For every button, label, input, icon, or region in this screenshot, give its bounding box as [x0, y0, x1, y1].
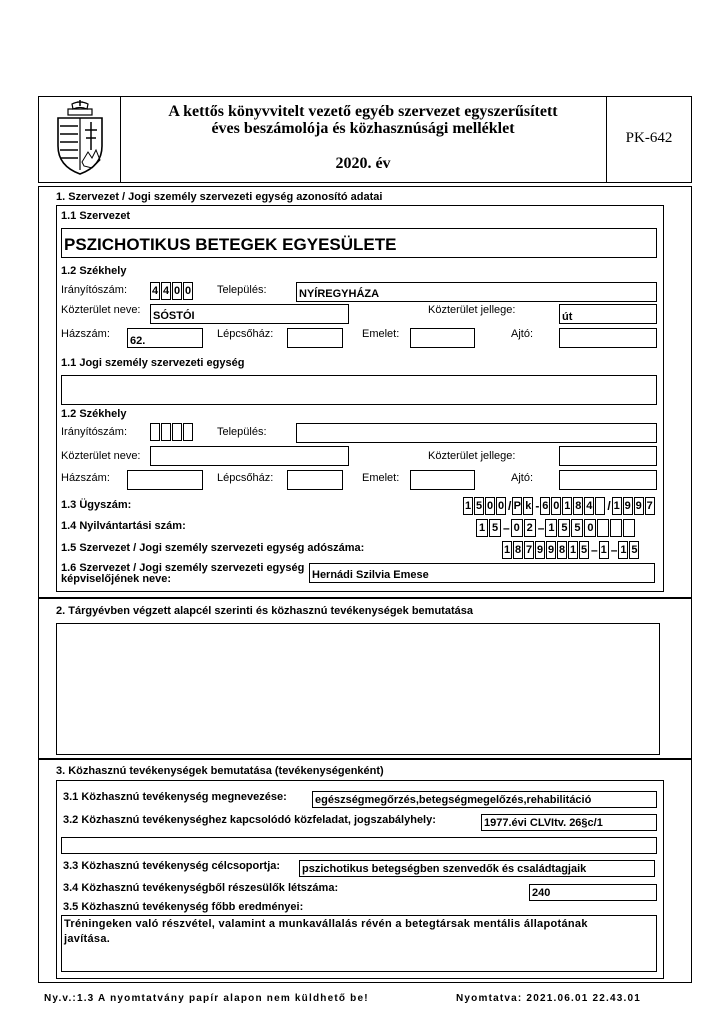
section2-title: 2. Tárgyévben végzett alapcél szerinti és közhasznú tevékenységek bemutatása	[56, 605, 473, 617]
tax-cell: 1	[618, 541, 628, 559]
target-group-value: pszichotikus betegségben szenvedők és családtagjaik	[302, 863, 587, 875]
reg-cell	[610, 519, 622, 537]
tax-dash: –	[610, 543, 618, 557]
house-field[interactable]	[127, 328, 203, 348]
tax-number-cells[interactable]	[502, 541, 640, 559]
case-dash: -	[535, 499, 540, 513]
reg-cell: 5	[571, 519, 583, 537]
seat-section-title: 1.2 Székhely	[61, 265, 127, 277]
street-type2-label: Közterület jellege:	[428, 450, 516, 462]
reg-cell	[597, 519, 609, 537]
city2-field[interactable]	[296, 423, 657, 443]
case-cell: 1	[612, 497, 622, 515]
reg-cell: 2	[524, 519, 536, 537]
reg-cell: 0	[511, 519, 523, 537]
case-cell: 0	[551, 497, 561, 515]
street2-label: Közterület neve:	[61, 450, 141, 462]
duty-field[interactable]	[481, 814, 657, 831]
case-cell: 9	[623, 497, 633, 515]
registration-number-label: 1.4 Nyilvántartási szám:	[61, 520, 186, 532]
footer-print-date: Nyomtatva: 2021.06.01 22.43.01	[456, 993, 641, 1004]
representative-label-line2: képviselőjének neve:	[61, 573, 172, 585]
tax-cell: 5	[579, 541, 589, 559]
representative-name-field[interactable]	[309, 563, 655, 583]
tax-cell: 7	[524, 541, 534, 559]
tax-cell: 8	[513, 541, 523, 559]
reg-cell: 1	[545, 519, 557, 537]
city-field[interactable]	[296, 282, 657, 302]
target-group-field[interactable]	[299, 860, 655, 877]
city2-label: Település:	[217, 426, 267, 438]
reg-dash: –	[537, 521, 545, 535]
reg-cell: 0	[584, 519, 596, 537]
stair2-label: Lépcsőház:	[217, 472, 274, 484]
tax-cell: 1	[502, 541, 512, 559]
stair-field[interactable]	[287, 328, 343, 348]
tax-cell: 1	[599, 541, 609, 559]
target-group-label: 3.3 Közhasznú tevékenység célcsoportja:	[63, 860, 281, 872]
form-code: PK-642	[625, 130, 673, 146]
beneficiary-count-label: 3.4 Közhasznú tevékenységből részesülők létszáma:	[63, 882, 339, 894]
case-slash: /	[607, 499, 611, 513]
postcode2-cells[interactable]	[150, 423, 194, 441]
org-name-field[interactable]	[61, 228, 657, 258]
results-label: 3.5 Közhasznú tevékenység főbb eredményei:	[63, 901, 304, 913]
case-cell: 0	[485, 497, 495, 515]
street2-field[interactable]	[150, 446, 349, 466]
house-value: 62.	[130, 335, 146, 347]
tax-cell: 8	[557, 541, 567, 559]
city-value: NYÍREGYHÁZA	[299, 288, 380, 300]
postcode-cell: 4	[161, 282, 171, 300]
street-field[interactable]	[150, 304, 349, 324]
beneficiary-count-value: 240	[532, 887, 551, 899]
city-label: Település:	[217, 284, 267, 296]
activity-field[interactable]	[312, 791, 657, 808]
street-type-field[interactable]	[559, 304, 657, 324]
form-title-line1: A kettős könyvvitelt vezető egyéb szervezet egyszerűsített	[168, 103, 558, 120]
postcode2-cell	[150, 423, 160, 441]
tax-dash: –	[591, 543, 598, 557]
seat2-section-title: 1.2 Székhely	[61, 408, 127, 420]
case-cell: 9	[634, 497, 644, 515]
case-cell: 6	[540, 497, 550, 515]
case-cell	[595, 497, 605, 515]
street-type-label: Közterület jellege:	[428, 304, 516, 316]
case-cell: 1	[562, 497, 572, 515]
tax-cell: 9	[546, 541, 556, 559]
duty-value: 1977.évi CLVItv. 26§c/1	[484, 817, 603, 829]
house2-label: Házszám:	[61, 472, 110, 484]
postcode-cells[interactable]	[150, 282, 194, 300]
tax-cell: 9	[535, 541, 545, 559]
case-cell: 5	[474, 497, 484, 515]
results-value-line1: Tréningeken való részvétel, valamint a munkavállalás révén a betegtársak mentális állapotának	[64, 918, 588, 930]
tax-cell: 5	[629, 541, 639, 559]
case-number-label: 1.3 Ügyszám:	[61, 499, 132, 511]
postcode2-cell	[172, 423, 182, 441]
case-cell: k	[523, 497, 533, 515]
activity-label: 3.1 Közhasznú tevékenység megnevezése:	[63, 791, 287, 803]
tax-number-label: 1.5 Szervezet / Jogi személy szervezeti egység adószáma:	[61, 542, 365, 554]
case-cell: 7	[645, 497, 655, 515]
floor2-label: Emelet:	[362, 472, 400, 484]
unit-name-field[interactable]	[61, 375, 657, 405]
street-type2-field[interactable]	[559, 446, 657, 466]
street-value: SÓSTÓI	[153, 310, 195, 322]
reg-dash: –	[503, 521, 510, 535]
section3-title: 3. Közhasznú tevékenységek bemutatása (tevékenységenként)	[56, 765, 384, 777]
house2-field[interactable]	[127, 470, 203, 490]
activity-value: egészségmegőrzés,betegségmegelőzés,rehabilitáció	[315, 794, 592, 806]
org-name-value: PSZICHOTIKUS BETEGEK EGYESÜLETE	[64, 235, 397, 254]
coat-of-arms-icon	[54, 100, 106, 176]
results-value-line2: javítása.	[64, 933, 111, 945]
activities-description-field[interactable]	[56, 623, 660, 755]
reg-cell: 1	[476, 519, 488, 537]
results-field[interactable]	[61, 915, 657, 972]
postcode-cell: 0	[183, 282, 193, 300]
section1-title: 1. Szervezet / Jogi személy szervezeti egység azonosító adatai	[56, 191, 383, 203]
beneficiary-count-field[interactable]	[529, 884, 657, 901]
case-cell: P	[512, 497, 522, 515]
representative-label-line1: 1.6 Szervezet / Jogi személy szervezeti egység	[61, 562, 305, 574]
org-section-title: 1.1 Szervezet	[61, 210, 131, 222]
duty-extra-field[interactable]	[61, 837, 657, 854]
street-type-value: út	[562, 311, 573, 323]
floor-field[interactable]	[410, 328, 475, 348]
registration-number-cells[interactable]	[476, 519, 636, 537]
case-number-cells[interactable]	[463, 497, 656, 515]
postcode-cell: 4	[150, 282, 160, 300]
form-title-line2: éves beszámolója és közhasznúsági melléklet	[211, 120, 515, 137]
postcode2-cell	[161, 423, 171, 441]
representative-name-value: Hernádi Szilvia Emese	[312, 569, 429, 581]
case-cell: 4	[584, 497, 594, 515]
reg-cell: 5	[489, 519, 501, 537]
form-year: 2020. év	[335, 155, 391, 172]
door-field[interactable]	[559, 328, 657, 348]
door2-field[interactable]	[559, 470, 657, 490]
door-label: Ajtó:	[511, 328, 534, 340]
case-cell: 0	[496, 497, 506, 515]
postcode2-cell	[183, 423, 193, 441]
postcode-cell: 0	[172, 282, 182, 300]
reg-cell	[623, 519, 635, 537]
tax-cell: 1	[568, 541, 578, 559]
footer-note: Ny.v.:1.3 A nyomtatvány papír alapon nem küldhető be!	[44, 993, 369, 1004]
floor-label: Emelet:	[362, 328, 400, 340]
floor2-field[interactable]	[410, 470, 475, 490]
case-cell: 8	[573, 497, 583, 515]
stair-label: Lépcsőház:	[217, 328, 274, 340]
duty-label: 3.2 Közhasznú tevékenységhez kapcsolódó közfeladat, jogszabályhely:	[63, 814, 436, 826]
reg-cell: 5	[558, 519, 570, 537]
postcode2-label: Irányítószám:	[61, 426, 128, 438]
stair2-field[interactable]	[287, 470, 343, 490]
postcode-label: Irányítószám:	[61, 284, 128, 296]
case-cell: 1	[463, 497, 473, 515]
case-slash: /	[508, 499, 512, 513]
street-label: Közterület neve:	[61, 304, 141, 316]
unit-section-title: 1.1 Jogi személy szervezeti egység	[61, 357, 245, 369]
house-label: Házszám:	[61, 328, 110, 340]
door2-label: Ajtó:	[511, 472, 534, 484]
